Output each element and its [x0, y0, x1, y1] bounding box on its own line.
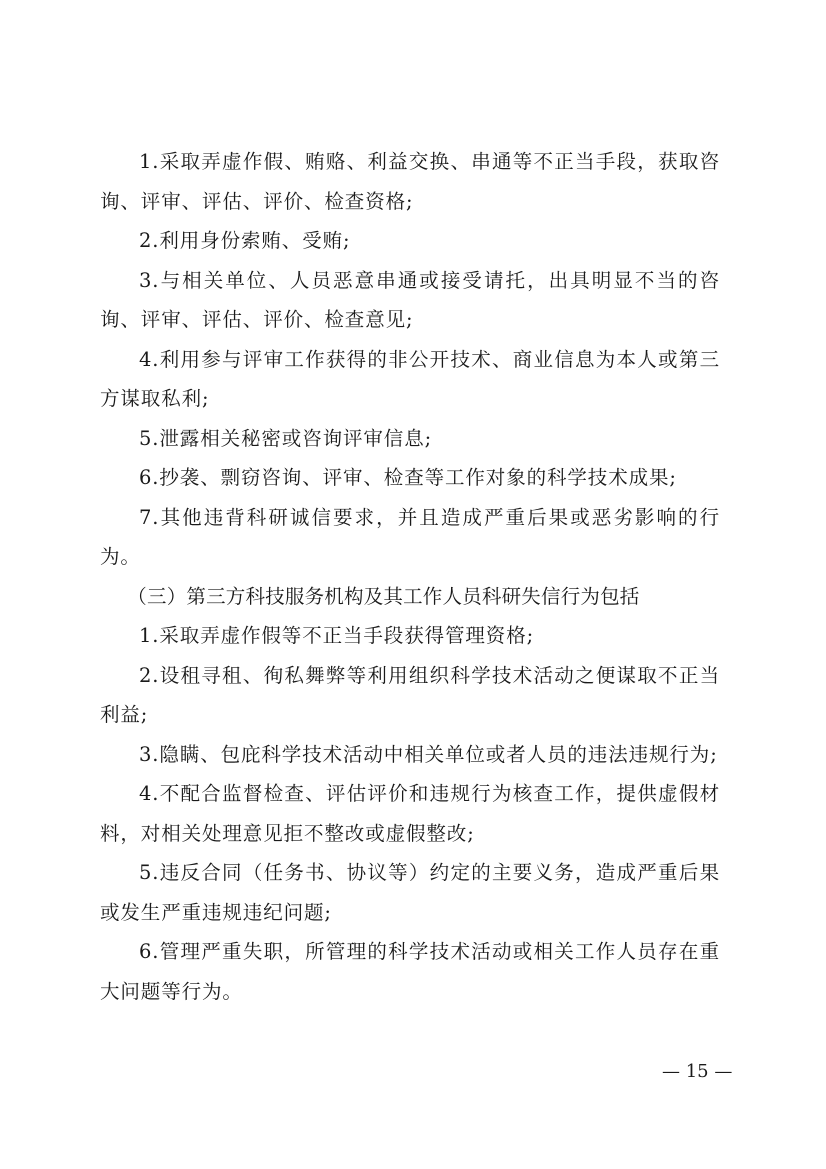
list-item-3: 3.隐瞒、包庇科学技术活动中相关单位或者人员的违法违规行为; — [139, 742, 718, 766]
list-item-6: 6.管理严重失职，所管理的科学技术活动或相关工作人员存在重大问题等行为。 — [100, 940, 720, 1003]
list-item-2: 2.设租寻租、徇私舞弊等利用组织科学技术活动之便谋取不正当利益; — [100, 663, 720, 726]
list-item-7: 7.其他违背科研诚信要求，并且造成严重后果或恶劣影响的行为。 — [100, 505, 720, 568]
list-item-2: 2.利用身份索贿、受贿; — [139, 229, 351, 252]
list-item-4: 4.利用参与评审工作获得的非公开技术、商业信息为本人或第三方谋取私利; — [100, 347, 720, 410]
list-item-5: 5.违反合同（任务书、协议等）约定的主要义务，造成严重后果或发生严重违规违纪问题; — [100, 861, 720, 924]
list-item-1: 1.采取弄虚作假、贿赂、利益交换、串通等不正当手段，获取咨询、评审、评估、评价、检查资格; — [100, 150, 720, 213]
list-item-5: 5.泄露相关秘密或咨询评审信息; — [139, 426, 433, 450]
list-item-3: 3.与相关单位、人员恶意串通或接受请托，出具明显不当的咨询、评审、评估、评价、检查意见; — [100, 268, 720, 331]
section-heading: （三）第三方科技服务机构及其工作人员科研失信行为包括 — [127, 584, 640, 608]
list-item-6: 6.抄袭、剽窃咨询、评审、检查等工作对象的科学技术成果; — [139, 466, 677, 489]
page-number: — 15 — — [662, 1061, 733, 1082]
list-item-1: 1.采取弄虚作假等不正当手段获得管理资格; — [139, 624, 535, 647]
document-body — [100, 142, 720, 1011]
list-item-4: 4.不配合监督检查、评估评价和违规行为核查工作，提供虚假材料，对相关处理意见拒不整改或虚假整改; — [100, 782, 720, 845]
